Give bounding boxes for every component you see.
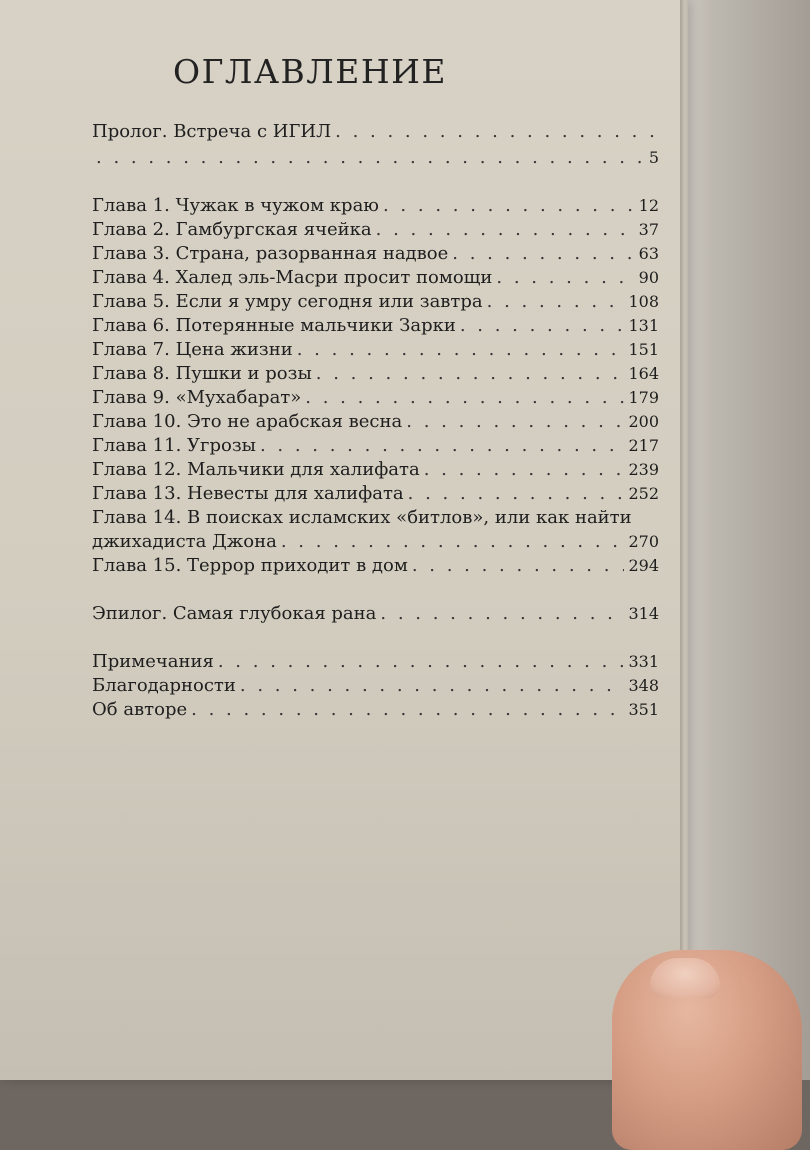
toc-entry-chapter-10 [92, 410, 659, 434]
page-number: 294 [628, 556, 659, 575]
thumbnail-highlight [650, 958, 720, 998]
dot-leader [376, 218, 635, 242]
entry-label: Глава 1. Чужак в чужом краю [92, 195, 379, 216]
dot-leader [240, 674, 625, 698]
toc-entry-chapter-15 [92, 554, 659, 578]
toc-entry-chapter-12 [92, 458, 659, 482]
toc-entry-chapter-8 [92, 362, 659, 386]
dot-leader [406, 410, 624, 434]
entry-label: Глава 8. Пушки и розы [92, 363, 312, 384]
dot-leader [380, 602, 624, 626]
toc-entry-chapter-14 [92, 506, 659, 530]
page-number: 63 [638, 244, 659, 263]
page-number: 164 [628, 364, 659, 383]
entry-label: Глава 13. Невесты для халифата [92, 483, 404, 504]
toc-entry-chapter-7 [92, 338, 659, 362]
toc-entry-prologue [92, 120, 659, 144]
toc-entry-chapter-3 [92, 242, 659, 266]
page-number: 131 [628, 316, 659, 335]
dot-leader [412, 554, 625, 578]
toc-entry-notes [92, 650, 659, 674]
toc-entry-chapter-6 [92, 314, 659, 338]
toc-entry-chapter-11 [92, 434, 659, 458]
dot-leader [335, 120, 655, 144]
page-number: 90 [638, 268, 659, 287]
dot-leader [424, 458, 625, 482]
entry-label: Об авторе [92, 699, 188, 720]
entry-label: Глава 6. Потерянные мальчики Зарки [92, 315, 456, 336]
page-number: 37 [638, 220, 659, 239]
dot-leader [281, 530, 625, 554]
toc-entry-epilogue [92, 602, 659, 626]
toc-entry-chapter-9 [92, 386, 659, 410]
dot-leader [96, 146, 645, 170]
page-number: 151 [628, 340, 659, 359]
toc-entry-about-author [92, 698, 659, 722]
entry-label: Примечания [92, 651, 214, 672]
dot-leader [191, 698, 624, 722]
page-number: 239 [628, 460, 659, 479]
entry-label: Глава 10. Это не арабская весна [92, 411, 403, 432]
spacer [92, 626, 659, 650]
page-number: 5 [648, 148, 659, 167]
entry-label: Глава 7. Цена жизни [92, 339, 293, 360]
background-right [680, 0, 810, 1080]
spacer [92, 578, 659, 602]
dot-leader [316, 362, 625, 386]
page-number: 351 [628, 700, 659, 719]
page-number: 200 [628, 412, 659, 431]
page-number: 108 [628, 292, 659, 311]
page-number: 179 [628, 388, 659, 407]
dot-leader [460, 314, 625, 338]
toc-entry-chapter-13 [92, 482, 659, 506]
entry-label: Благодарности [92, 675, 236, 696]
entry-label: Глава 5. Если я умру сегодня или завтра [92, 291, 483, 312]
entry-label: Глава 12. Мальчики для халифата [92, 459, 420, 480]
dot-leader [496, 266, 634, 290]
toc-entry-chapter-4 [92, 266, 659, 290]
entry-label: Глава 4. Халед эль-Масри просит помощи [92, 267, 493, 288]
spacer [92, 170, 659, 194]
entry-label: джихадиста Джона [92, 531, 277, 552]
dot-leader [305, 386, 624, 410]
page-edge [680, 0, 688, 1080]
dot-leader [260, 434, 624, 458]
page-number: 12 [638, 196, 659, 215]
dot-leader [452, 242, 634, 266]
entry-label: Глава 9. «Мухабарат» [92, 387, 302, 408]
entry-label: Глава 3. Страна, разорванная надвое [92, 243, 449, 264]
dot-leader [383, 194, 635, 218]
page-number: 270 [628, 532, 659, 551]
entry-label: Глава 2. Гамбургская ячейка [92, 219, 372, 240]
table-of-contents [92, 120, 659, 722]
entry-label: Эпилог. Самая глубокая рана [92, 603, 377, 624]
toc-entry-chapter-1 [92, 194, 659, 218]
page-number: 217 [628, 436, 659, 455]
page-number: 331 [628, 652, 659, 671]
page-number: 348 [628, 676, 659, 695]
toc-entry-chapter-5 [92, 290, 659, 314]
page-number: 252 [628, 484, 659, 503]
page-title: ОГЛАВЛЕНИЕ [173, 52, 447, 91]
toc-entry-chapter-14-cont [92, 530, 659, 554]
dot-leader [297, 338, 625, 362]
toc-entry-chapter-2 [92, 218, 659, 242]
toc-entry-prologue-page [92, 146, 659, 170]
entry-label: Глава 14. В поисках исламских «битлов», или как найти [92, 507, 632, 528]
page-number: 314 [628, 604, 659, 623]
entry-label: Пролог. Встреча с ИГИЛ [92, 121, 332, 142]
dot-leader [218, 650, 625, 674]
dot-leader [408, 482, 625, 506]
entry-label: Глава 15. Террор приходит в дом [92, 555, 408, 576]
toc-entry-acknowledgements [92, 674, 659, 698]
entry-label: Глава 11. Угрозы [92, 435, 256, 456]
dot-leader [487, 290, 625, 314]
